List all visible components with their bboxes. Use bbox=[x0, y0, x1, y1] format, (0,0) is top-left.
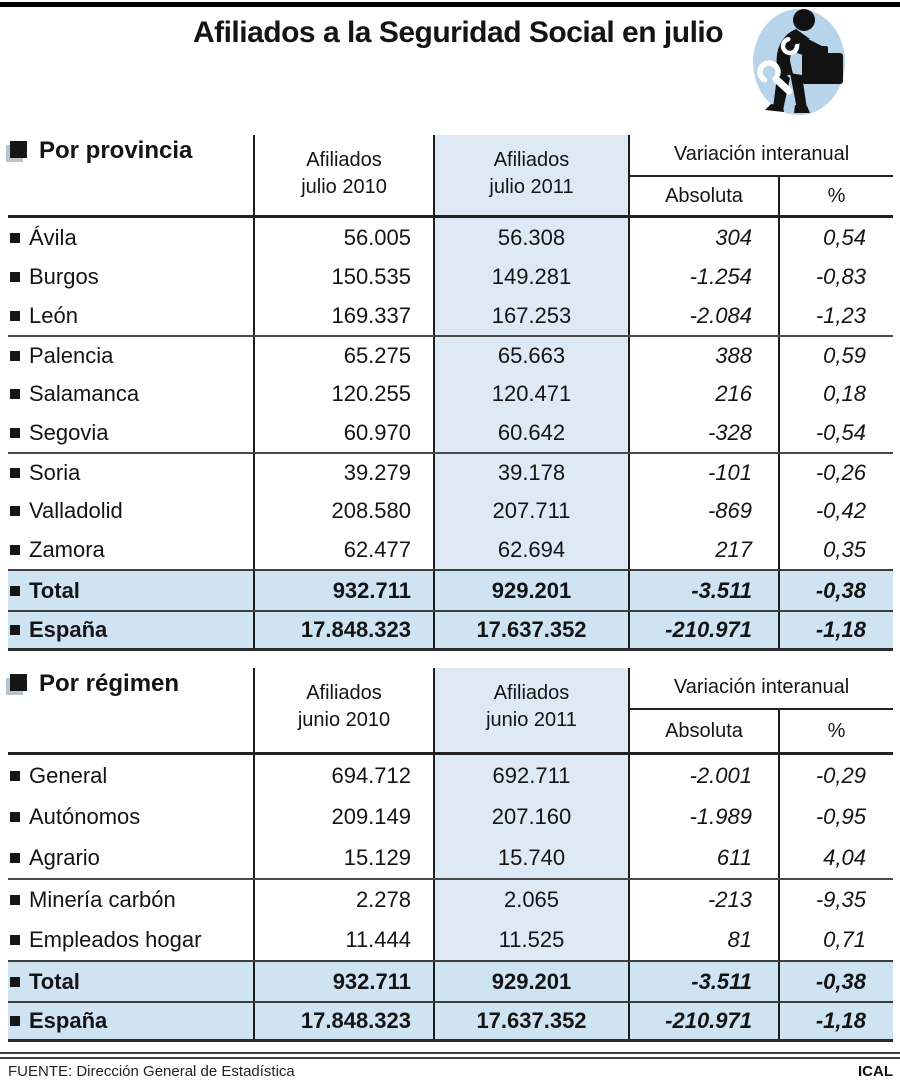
value-2011: 167.253 bbox=[435, 296, 630, 335]
value-2011: 17.637.352 bbox=[435, 1003, 630, 1039]
variation-absolute: 611 bbox=[630, 837, 780, 878]
value-2010: 17.848.323 bbox=[255, 1003, 435, 1039]
value-2010: 208.580 bbox=[255, 491, 435, 530]
square-bullet-icon bbox=[10, 895, 20, 905]
square-bullet-icon bbox=[10, 935, 20, 945]
square-bullet-icon bbox=[10, 545, 20, 555]
variation-absolute: 216 bbox=[630, 374, 780, 413]
row-label: Salamanca bbox=[29, 380, 140, 406]
value-2011: 11.525 bbox=[435, 919, 630, 960]
variation-absolute: -101 bbox=[630, 454, 780, 491]
table-body bbox=[8, 755, 893, 1042]
value-2011: 149.281 bbox=[435, 257, 630, 296]
variation-absolute-header: Absoluta bbox=[630, 177, 780, 215]
variation-percent: -1,23 bbox=[815, 302, 866, 328]
square-bullet-icon bbox=[10, 586, 20, 596]
variation-percent: 0,59 bbox=[823, 342, 866, 368]
row-label: Autónomos bbox=[29, 803, 141, 829]
square-bullet-icon bbox=[10, 506, 20, 516]
row-label: Segovia bbox=[29, 419, 109, 445]
table-row bbox=[8, 374, 893, 413]
espana-row bbox=[8, 610, 893, 651]
source-credit: FUENTE: Dirección General de Estadística bbox=[8, 1063, 295, 1080]
variation-percent: 4,04 bbox=[823, 844, 866, 870]
row-label: España bbox=[29, 617, 108, 642]
variation-percent: -1,18 bbox=[815, 1008, 866, 1033]
column-header-variation bbox=[630, 668, 893, 752]
variation-absolute: -1.989 bbox=[630, 796, 780, 837]
value-2010: 65.275 bbox=[255, 337, 435, 374]
espana-row bbox=[8, 1001, 893, 1042]
variation-absolute: -210.971 bbox=[630, 612, 780, 648]
variation-percent: -0,54 bbox=[815, 419, 866, 445]
section-title-regimen bbox=[8, 668, 255, 752]
worker-icon bbox=[740, 5, 860, 119]
variation-absolute: -3.511 bbox=[630, 571, 780, 610]
value-2011: 207.711 bbox=[435, 491, 630, 530]
table-row bbox=[8, 837, 893, 878]
row-label: Total bbox=[29, 968, 80, 994]
value-2010: 120.255 bbox=[255, 374, 435, 413]
table-row bbox=[8, 413, 893, 452]
variation-absolute: 81 bbox=[630, 919, 780, 960]
table-por-provincia bbox=[8, 135, 893, 651]
variation-absolute: -1.254 bbox=[630, 257, 780, 296]
section-title-provincia bbox=[8, 135, 255, 215]
square-bullet-icon bbox=[10, 428, 20, 438]
variation-absolute: -2.084 bbox=[630, 296, 780, 335]
value-2010: 932.711 bbox=[255, 571, 435, 610]
square-bullet-icon bbox=[10, 625, 20, 635]
value-2011: 65.663 bbox=[435, 337, 630, 374]
row-label: Minería carbón bbox=[29, 886, 176, 912]
column-header-2011: Afiliados junio 2011 bbox=[435, 668, 630, 752]
value-2011: 15.740 bbox=[435, 837, 630, 878]
row-label: Empleados hogar bbox=[29, 926, 202, 952]
variation-absolute: -869 bbox=[630, 491, 780, 530]
column-header-2010: Afiliados junio 2010 bbox=[255, 668, 435, 752]
table-row bbox=[8, 491, 893, 530]
table-row bbox=[8, 530, 893, 569]
variation-percent: -0,83 bbox=[815, 263, 866, 289]
row-label: España bbox=[29, 1008, 108, 1033]
value-2010: 17.848.323 bbox=[255, 612, 435, 648]
value-2010: 932.711 bbox=[255, 962, 435, 1001]
variation-percent: 0,35 bbox=[823, 536, 866, 562]
table-row bbox=[8, 878, 893, 919]
section-title-label: Por régimen bbox=[39, 670, 180, 697]
table-row bbox=[8, 919, 893, 960]
variation-percent: -0,29 bbox=[815, 762, 866, 788]
value-2011: 2.065 bbox=[435, 880, 630, 919]
footer-rule bbox=[0, 1052, 900, 1059]
table-header bbox=[8, 668, 893, 755]
row-label: Burgos bbox=[29, 263, 99, 289]
row-label: General bbox=[29, 762, 108, 788]
table-row bbox=[8, 452, 893, 491]
value-2011: 120.471 bbox=[435, 374, 630, 413]
page-title: Afiliados a la Seguridad Social en julio bbox=[192, 16, 724, 49]
variation-absolute: 388 bbox=[630, 337, 780, 374]
value-2011: 62.694 bbox=[435, 530, 630, 569]
square-bullet-icon bbox=[10, 771, 20, 781]
variation-percent: 0,71 bbox=[823, 926, 866, 952]
square-bullet-icon bbox=[10, 468, 20, 478]
table-body bbox=[8, 218, 893, 651]
row-label: Zamora bbox=[29, 536, 105, 562]
square-bullet-icon bbox=[10, 674, 27, 691]
row-label: León bbox=[29, 302, 78, 328]
square-bullet-icon bbox=[10, 233, 20, 243]
row-label: Agrario bbox=[29, 844, 100, 870]
value-2011: 207.160 bbox=[435, 796, 630, 837]
variation-absolute: -213 bbox=[630, 880, 780, 919]
table-row bbox=[8, 335, 893, 374]
value-2010: 150.535 bbox=[255, 257, 435, 296]
row-label: Soria bbox=[29, 459, 81, 485]
column-header-2011: Afiliados julio 2011 bbox=[435, 135, 630, 215]
value-2011: 929.201 bbox=[435, 962, 630, 1001]
variation-absolute: 304 bbox=[630, 218, 780, 257]
square-bullet-icon bbox=[10, 311, 20, 321]
value-2011: 60.642 bbox=[435, 413, 630, 452]
square-bullet-icon bbox=[10, 853, 20, 863]
value-2010: 62.477 bbox=[255, 530, 435, 569]
variation-percent: -0,95 bbox=[815, 803, 866, 829]
value-2011: 17.637.352 bbox=[435, 612, 630, 648]
table-row bbox=[8, 296, 893, 335]
total-row bbox=[8, 569, 893, 610]
variation-percent-header: % bbox=[827, 719, 846, 742]
value-2010: 169.337 bbox=[255, 296, 435, 335]
table-row bbox=[8, 257, 893, 296]
variation-title: Variación interanual bbox=[630, 135, 893, 177]
value-2010: 209.149 bbox=[255, 796, 435, 837]
column-header-2010: Afiliados julio 2010 bbox=[255, 135, 435, 215]
square-bullet-icon bbox=[10, 389, 20, 399]
variation-percent: -0,42 bbox=[815, 497, 866, 523]
value-2011: 56.308 bbox=[435, 218, 630, 257]
value-2010: 694.712 bbox=[255, 755, 435, 796]
value-2010: 11.444 bbox=[255, 919, 435, 960]
variation-percent: -0,38 bbox=[815, 577, 866, 603]
value-2011: 929.201 bbox=[435, 571, 630, 610]
agency-credit: ICAL bbox=[858, 1063, 893, 1080]
square-bullet-icon bbox=[10, 141, 27, 158]
section-title-label: Por provincia bbox=[39, 137, 193, 164]
variation-percent-header: % bbox=[827, 184, 846, 207]
value-2010: 56.005 bbox=[255, 218, 435, 257]
value-2010: 39.279 bbox=[255, 454, 435, 491]
table-row bbox=[8, 218, 893, 257]
variation-percent: -1,18 bbox=[815, 617, 866, 642]
square-bullet-icon bbox=[10, 272, 20, 282]
row-label: Ávila bbox=[29, 224, 77, 250]
square-bullet-icon bbox=[10, 351, 20, 361]
variation-absolute: -3.511 bbox=[630, 962, 780, 1001]
variation-percent: -9,35 bbox=[815, 886, 866, 912]
row-label: Valladolid bbox=[29, 497, 123, 523]
variation-percent: -0,26 bbox=[815, 459, 866, 485]
variation-absolute: -328 bbox=[630, 413, 780, 452]
table-row bbox=[8, 796, 893, 837]
value-2010: 60.970 bbox=[255, 413, 435, 452]
table-header bbox=[8, 135, 893, 218]
square-bullet-icon bbox=[10, 812, 20, 822]
variation-absolute: -210.971 bbox=[630, 1003, 780, 1039]
total-row bbox=[8, 960, 893, 1001]
value-2010: 15.129 bbox=[255, 837, 435, 878]
variation-percent: -0,38 bbox=[815, 968, 866, 994]
square-bullet-icon bbox=[10, 977, 20, 987]
value-2011: 39.178 bbox=[435, 454, 630, 491]
footer bbox=[8, 1063, 893, 1080]
square-bullet-icon bbox=[10, 1016, 20, 1026]
column-header-variation bbox=[630, 135, 893, 215]
variation-absolute: 217 bbox=[630, 530, 780, 569]
variation-absolute-header: Absoluta bbox=[630, 710, 780, 752]
variation-absolute: -2.001 bbox=[630, 755, 780, 796]
table-row bbox=[8, 755, 893, 796]
value-2011: 692.711 bbox=[435, 755, 630, 796]
row-label: Palencia bbox=[29, 342, 114, 368]
variation-percent: 0,18 bbox=[823, 380, 866, 406]
row-label: Total bbox=[29, 577, 80, 603]
variation-percent: 0,54 bbox=[823, 224, 866, 250]
table-por-regimen bbox=[8, 668, 893, 1042]
value-2010: 2.278 bbox=[255, 880, 435, 919]
variation-title: Variación interanual bbox=[630, 668, 893, 710]
